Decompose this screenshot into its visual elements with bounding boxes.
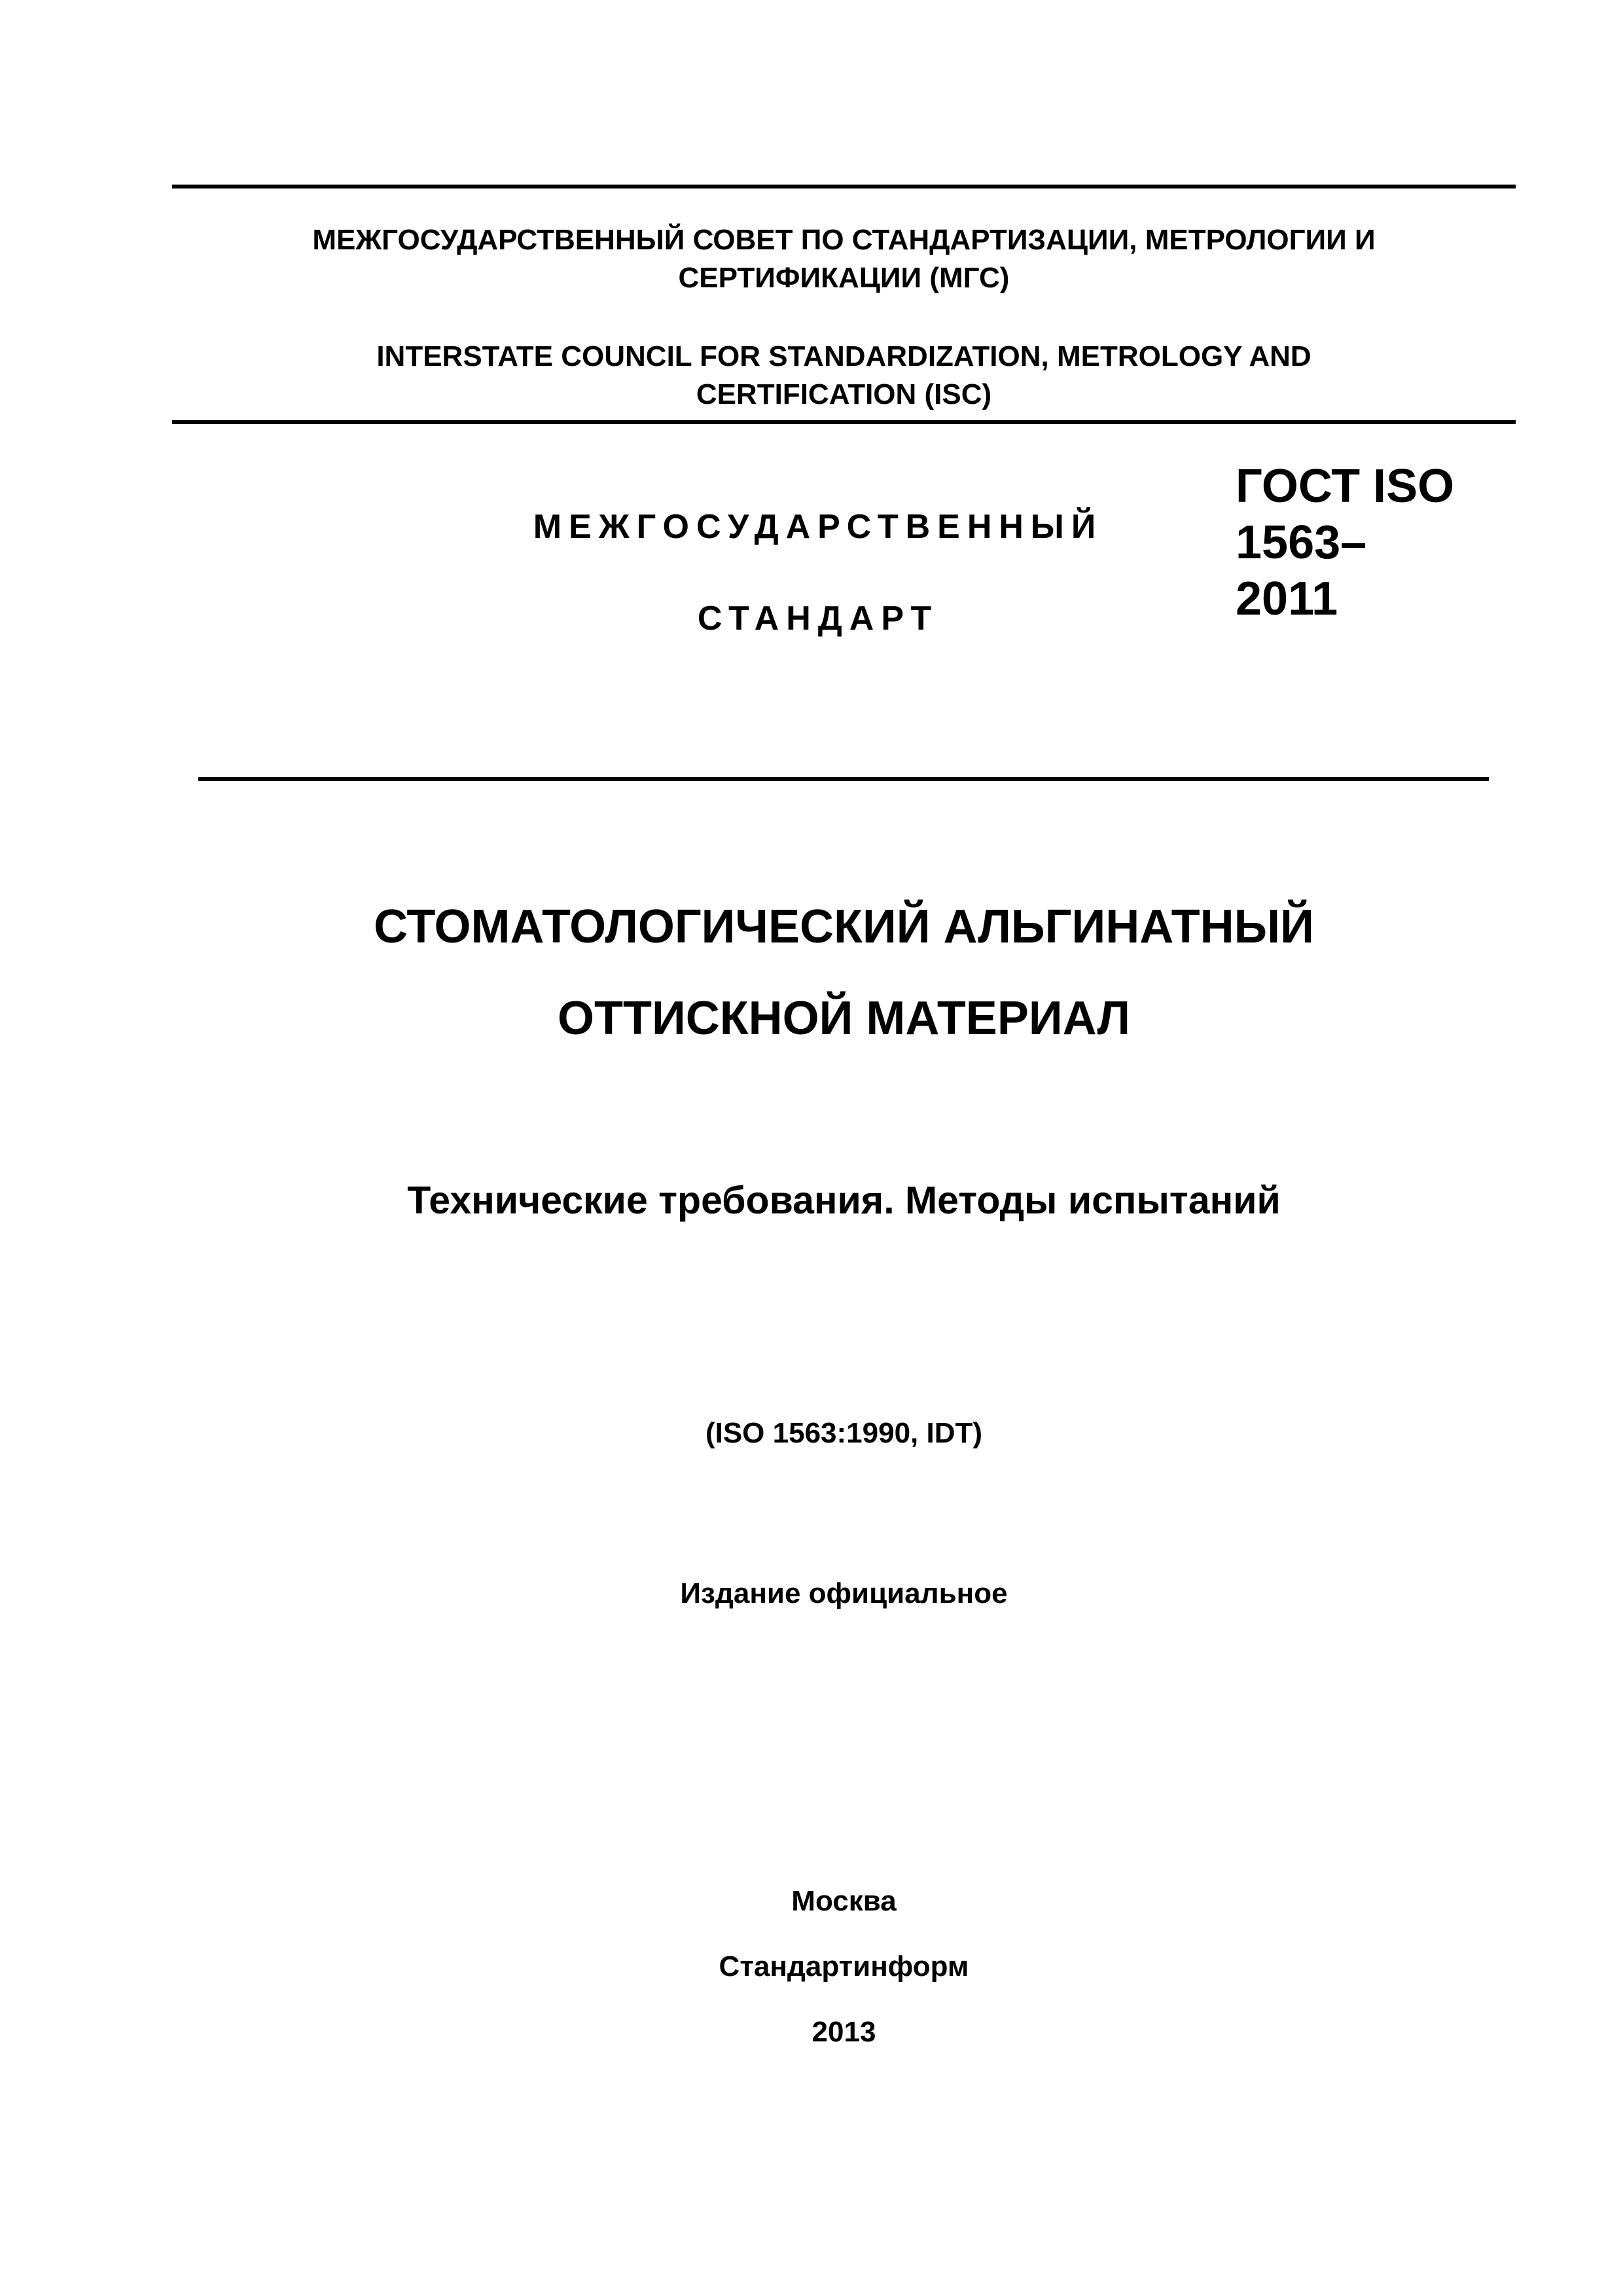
iso-reference: (ISO 1563:1990, IDT) [705,1417,983,1449]
imprint-city: Москва [791,1885,897,1917]
standard-number [1236,458,1510,627]
standard-type-line2: СТАНДАРТ [697,600,939,637]
standard-number-line3: 2011 [1236,573,1338,625]
council-name-russian-line2: СЕРТИФИКАЦИИ (МГС) [678,262,1010,294]
council-name-english-line1: INTERSTATE COUNCIL FOR STANDARDIZATION, METROLOGY AND [376,340,1311,372]
middle-divider [172,420,1516,424]
title-divider [198,777,1489,781]
document-title-line1: СТОМАТОЛОГИЧЕСКИЙ АЛЬГИНАТНЫЙ [374,901,1314,953]
council-name-english [172,338,1516,414]
standard-type-line1: МЕЖГОСУДАРСТВЕННЫЙ [533,508,1103,546]
imprint-publisher: Стандартинформ [719,1950,969,1982]
imprint-year: 2013 [812,2016,876,2048]
council-name-russian-line1: МЕЖГОСУДАРСТВЕННЫЙ СОВЕТ ПО СТАНДАРТИЗАЦИИ, МЕТРОЛОГИИ И [312,224,1376,256]
edition-note: Издание официальное [680,1577,1008,1609]
standard-number-line2: 1563– [1236,516,1367,569]
document-subtitle: Технические требования. Методы испытаний [407,1179,1281,1222]
council-name-russian [172,221,1516,297]
standard-number-line1: ГОСТ ISO [1236,460,1455,512]
document-title-line2: ОТТИСКНОЙ МАТЕРИАЛ [558,992,1130,1045]
council-name-english-line2: CERTIFICATION (ISC) [696,378,992,410]
top-divider [172,185,1516,188]
